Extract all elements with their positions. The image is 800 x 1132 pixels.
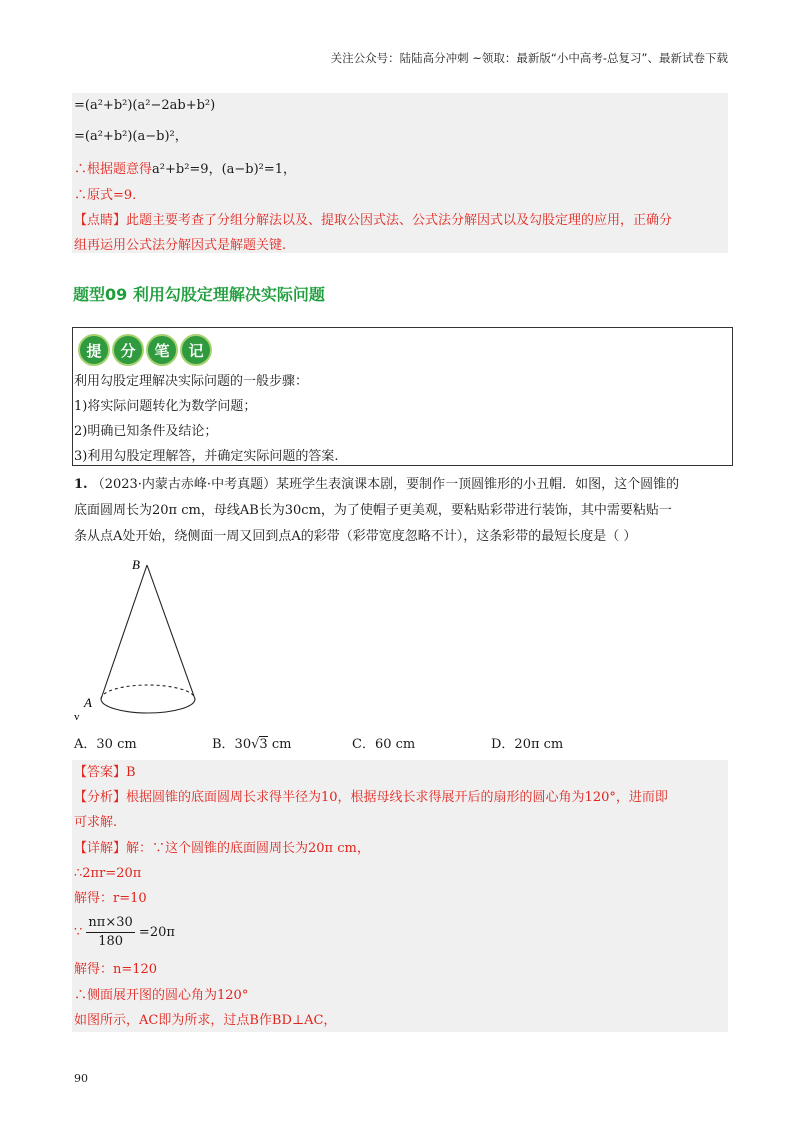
cone-right-generatrix — [147, 565, 195, 699]
comment-text-2: 组再运用公式法分解因式是解题关键. — [74, 238, 287, 253]
detail-eq-3-rhs: =20π — [138, 925, 175, 940]
question-number: 1. — [74, 477, 88, 492]
cone-base-back — [101, 685, 195, 699]
badge-2: 分 — [112, 334, 144, 366]
answer-line — [74, 763, 136, 783]
tips-intro: 利用勾股定理解决实际问题的一般步骤： — [74, 374, 309, 389]
point-a-label: A — [84, 695, 92, 710]
fraction — [86, 914, 134, 951]
badge-3: 笔 — [146, 334, 178, 366]
prev-line-3-prefix: ∴根据题意得 — [74, 162, 153, 177]
detail-intro: 解：∵这个圆锥的底面圆周长为20π cm， — [126, 841, 370, 856]
prev-comment — [74, 211, 672, 231]
detail-eq-2: 解得：r=10 — [74, 891, 147, 906]
sqrt-symbol: √ — [251, 737, 260, 752]
option-a[interactable]: A．30 cm — [74, 737, 137, 752]
detail-eq-3 — [74, 914, 175, 951]
detail-eq-1: ∴2πr=20π — [74, 866, 142, 881]
analysis-text-1: 根据圆锥的底面圆周长求得半径为10，根据母线长求得展开后的扇形的圆心角为120°，进而即 — [126, 790, 668, 805]
tips-step-2: 2)明确已知条件及结论； — [74, 424, 218, 439]
option-b-prefix: B．30 — [212, 737, 252, 752]
detail-tag: 【详解】 — [74, 841, 127, 856]
cone-base-front — [101, 699, 195, 713]
point-b-label: B — [132, 557, 140, 572]
answer-tag: 【答案】 — [74, 765, 127, 780]
prev-line-1: =(a²+b²)(a²−2ab+b²) — [74, 98, 216, 113]
comment-text-1: 此题主要考查了分组分解法以及、提取公因式法、公式法分解因式以及勾股定理的应用，正确分 — [126, 213, 673, 228]
detail-intro-line — [74, 839, 370, 859]
stray-v-label: v — [74, 711, 80, 723]
analysis-line-2: 可求解. — [74, 815, 118, 830]
cone-left-generatrix — [101, 565, 147, 699]
analysis-line-1 — [74, 788, 668, 808]
page-number: 90 — [74, 1072, 88, 1085]
prev-line-3 — [74, 160, 296, 180]
question-line-2: 底面圆周长为20π cm，母线AB长为30cm，为了使帽子更美观，要粘贴彩带进行装饰，其中需要粘贴一 — [74, 503, 672, 518]
option-d[interactable]: D．20π cm — [491, 737, 564, 752]
option-b-unit: cm — [267, 737, 292, 752]
tips-step-1: 1)将实际问题转化为数学问题； — [74, 399, 257, 414]
question-line-1 — [74, 475, 679, 495]
fraction-numerator: nπ×30 — [86, 914, 134, 933]
fraction-denominator: 180 — [98, 934, 124, 949]
cone-figure — [74, 553, 214, 723]
analysis-tag: 【分析】 — [74, 790, 127, 805]
question-text-1: （2023·内蒙古赤峰·中考真题）某班学生表演课本剧，要制作一顶圆锥形的小丑帽．如图，这个圆锥的 — [91, 477, 680, 492]
detail-eq-5: ∴侧面展开图的圆心角为120° — [74, 988, 249, 1003]
answer-options — [74, 733, 634, 755]
detail-eq-3-prefix: ∵ — [74, 925, 83, 940]
option-b[interactable] — [212, 733, 291, 752]
prev-line-3-math: a²+b²=9，(a−b)²=1， — [152, 162, 297, 177]
option-b-root: 3 — [259, 737, 268, 752]
badge-1: 提 — [78, 334, 110, 366]
page-header: 关注公众号：陆陆高分冲刺 ~领取：最新版“小中高考-总复习”、最新试卷下载 — [330, 51, 728, 65]
tips-badges — [78, 334, 212, 366]
comment-tag: 【点睛】 — [74, 213, 127, 228]
detail-eq-4: 解得：n=120 — [74, 962, 158, 977]
answer-value: B — [126, 765, 136, 780]
prev-line-2: =(a²+b²)(a−b)²， — [74, 129, 188, 144]
prev-line-4: ∴原式=9. — [74, 188, 137, 203]
section-title: 题型09 利用勾股定理解决实际问题 — [73, 285, 325, 304]
question-line-3: 条从点A处开始，绕侧面一周又回到点A的彩带（彩带宽度忽略不计），这条彩带的最短长度是（ ） — [74, 529, 637, 544]
option-c[interactable]: C．60 cm — [352, 737, 416, 752]
badge-4: 记 — [180, 334, 212, 366]
detail-eq-6: 如图所示，AC即为所求，过点B作BD⊥AC， — [74, 1013, 337, 1028]
tips-step-3: 3)利用勾股定理解答，并确定实际问题的答案. — [74, 449, 339, 464]
